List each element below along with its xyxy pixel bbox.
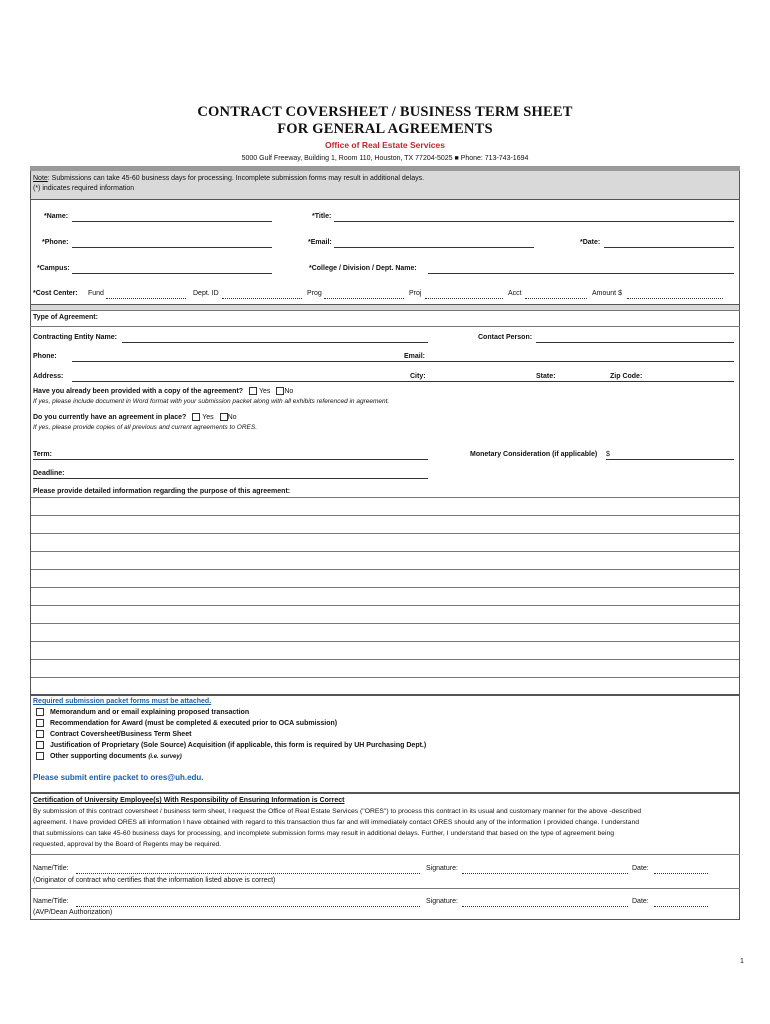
certification-heading: Certification of University Employee(s) With Responsibility of Ensuring Information is Correct: [33, 797, 345, 804]
city-label: City:: [410, 373, 426, 380]
q-existing-agreement: Do you currently have an agreement in place? Yes No: [33, 413, 237, 421]
campus-field[interactable]: [72, 273, 272, 274]
monetary-label: Monetary Consideration (if applicable): [470, 451, 598, 458]
page-number: 1: [740, 958, 744, 965]
proj-field[interactable]: [425, 298, 503, 299]
avp-name-field[interactable]: [76, 906, 420, 907]
dollar-sign: $: [606, 451, 610, 458]
packet-item-recommendation: Recommendation for Award (must be completed & executed prior to OCA submission): [36, 719, 337, 727]
avp-caption: (AVP/Dean Authorization): [33, 909, 113, 916]
deadline-label: Deadline:: [33, 470, 65, 477]
deadline-field[interactable]: [33, 478, 428, 479]
form-title-line1: CONTRACT COVERSHEET / BUSINESS TERM SHEET: [197, 104, 573, 120]
certification-divider: [30, 854, 740, 855]
phone-field[interactable]: [72, 247, 272, 248]
copy-yes-checkbox[interactable]: [249, 387, 257, 395]
term-field[interactable]: [33, 459, 428, 460]
entity-phone-label: Phone:: [33, 353, 57, 360]
packet-item-memo: Memorandum and or email explaining proposed transaction: [36, 708, 249, 716]
recommendation-checkbox[interactable]: [36, 719, 44, 727]
row-divider: [30, 326, 740, 327]
city-field[interactable]: [428, 381, 734, 382]
acct-label: Acct: [508, 290, 522, 297]
amount-label: Amount $: [592, 290, 622, 297]
existing-yes-checkbox[interactable]: [192, 413, 200, 421]
entity-name-field[interactable]: [122, 342, 428, 343]
zip-label: Zip Code:: [610, 373, 643, 380]
copy-note: If yes, please include document in Word format with your submission packet along with all exhibits referenced in agreement.: [33, 398, 390, 405]
amount-field[interactable]: [627, 298, 723, 299]
entity-name-label: Contracting Entity Name:: [33, 334, 118, 341]
required-note: (*) indicates required information: [33, 185, 135, 192]
type-agreement-label: Type of Agreement:: [33, 314, 98, 321]
college-label: *College / Division / Dept. Name:: [309, 265, 417, 272]
title-field[interactable]: [334, 221, 734, 222]
contact-person-label: Contact Person:: [478, 334, 533, 341]
email-label: *Email:: [308, 239, 332, 246]
originator-signature-field[interactable]: [462, 873, 628, 874]
existing-note: If yes, please provide copies of all previous and current agreements to ORES.: [33, 424, 258, 431]
purpose-textarea[interactable]: [31, 497, 739, 694]
note-text: Note: Submissions can take 45-60 business days for processing. Incomplete submission forms may result in additional delays.: [33, 175, 425, 182]
purpose-label: Please provide detailed information regarding the purpose of this agreement:: [33, 488, 291, 495]
avp-date-field[interactable]: [654, 906, 708, 907]
originator-caption: (Originator of contract who certifies that the information listed above is correct): [33, 877, 276, 884]
packet-heading: Required submission packet forms must be attached.: [33, 698, 212, 705]
name-label: *Name:: [44, 213, 69, 220]
fund-field[interactable]: [106, 298, 186, 299]
packet-item-justification: Justification of Proprietary (Sole Source) Acquisition (if applicable, this form is required by UH Purchasing Dept.): [36, 741, 426, 749]
entity-phone-field[interactable]: [72, 361, 428, 362]
originator-date-field[interactable]: [654, 873, 708, 874]
dept-id-field[interactable]: [222, 298, 302, 299]
other-docs-checkbox[interactable]: [36, 752, 44, 760]
originator-name-field[interactable]: [76, 873, 420, 874]
prog-label: Prog: [307, 290, 322, 297]
phone-label: *Phone:: [42, 239, 69, 246]
section-divider-line: [30, 310, 740, 311]
entity-email-field[interactable]: [428, 361, 734, 362]
avp-signature-label: Signature:: [426, 898, 458, 905]
name-field[interactable]: [72, 221, 272, 222]
signature-divider: [30, 888, 740, 889]
office-name: Office of Real Estate Services: [324, 140, 445, 150]
monetary-field[interactable]: [606, 459, 734, 460]
avp-signature-field[interactable]: [462, 906, 628, 907]
term-label: Term:: [33, 451, 52, 458]
memo-checkbox[interactable]: [36, 708, 44, 716]
certification-text-2: agreement. I have provided ORES all information I have obtained with regard to this transaction thus far and will immediately contact ORES should any of the information I provided change. I understand: [33, 819, 640, 826]
originator-signature-label: Signature:: [426, 865, 458, 872]
certification-text-3: that submissions can take 45-60 business days for processing, and incomplete submission forms may result in additional delays. Further, I understand that based on the type of agreement being: [33, 830, 615, 837]
cost-center-label: *Cost Center:: [33, 290, 78, 297]
campus-label: *Campus:: [37, 265, 70, 272]
date-field[interactable]: [604, 247, 734, 248]
coversheet-checkbox[interactable]: [36, 730, 44, 738]
certification-text-1: By submission of this contract coversheet / business term sheet, I request the Office of Real Estate Services ("ORES") to process this contract in its usual and customary manner for the above -described: [33, 808, 642, 815]
prog-field[interactable]: [324, 298, 404, 299]
entity-email-label: Email:: [404, 353, 426, 360]
packet-item-other: Other supporting documents (i.e. survey): [36, 752, 182, 760]
title-label: *Title:: [312, 213, 332, 220]
contact-person-field[interactable]: [536, 342, 734, 343]
entity-address-label: Address:: [33, 373, 64, 380]
certification-text-4: requested, approval by the Board of Regents may be required.: [33, 841, 222, 848]
existing-no-checkbox[interactable]: [220, 413, 228, 421]
packet-item-coversheet: Contract Coversheet/Business Term Sheet: [36, 730, 191, 738]
requester-section: [30, 199, 740, 305]
dept-id-label: Dept. ID: [193, 290, 219, 297]
entity-address-field[interactable]: [72, 381, 428, 382]
originator-date-label: Date:: [632, 865, 649, 872]
college-field[interactable]: [428, 273, 734, 274]
proj-label: Proj: [409, 290, 422, 297]
originator-name-label: Name/Title:: [33, 865, 69, 872]
state-label: State:: [536, 373, 556, 380]
avp-name-label: Name/Title:: [33, 898, 69, 905]
email-field[interactable]: [334, 247, 534, 248]
justification-checkbox[interactable]: [36, 741, 44, 749]
avp-date-label: Date:: [632, 898, 649, 905]
office-address: 5000 Gulf Freeway, Building 1, Room 110, Houston, TX 77204-5025 ■ Phone: 713-743-1694: [241, 155, 529, 162]
date-label: *Date:: [580, 239, 601, 246]
fund-label: Fund: [88, 290, 104, 297]
submit-instruction: Please submit entire packet to ores@uh.edu.: [33, 773, 204, 782]
q-copy-provided: Have you already been provided with a copy of the agreement? Yes No: [33, 387, 294, 395]
acct-field[interactable]: [525, 298, 587, 299]
form-title-line2: FOR GENERAL AGREEMENTS: [277, 121, 493, 137]
